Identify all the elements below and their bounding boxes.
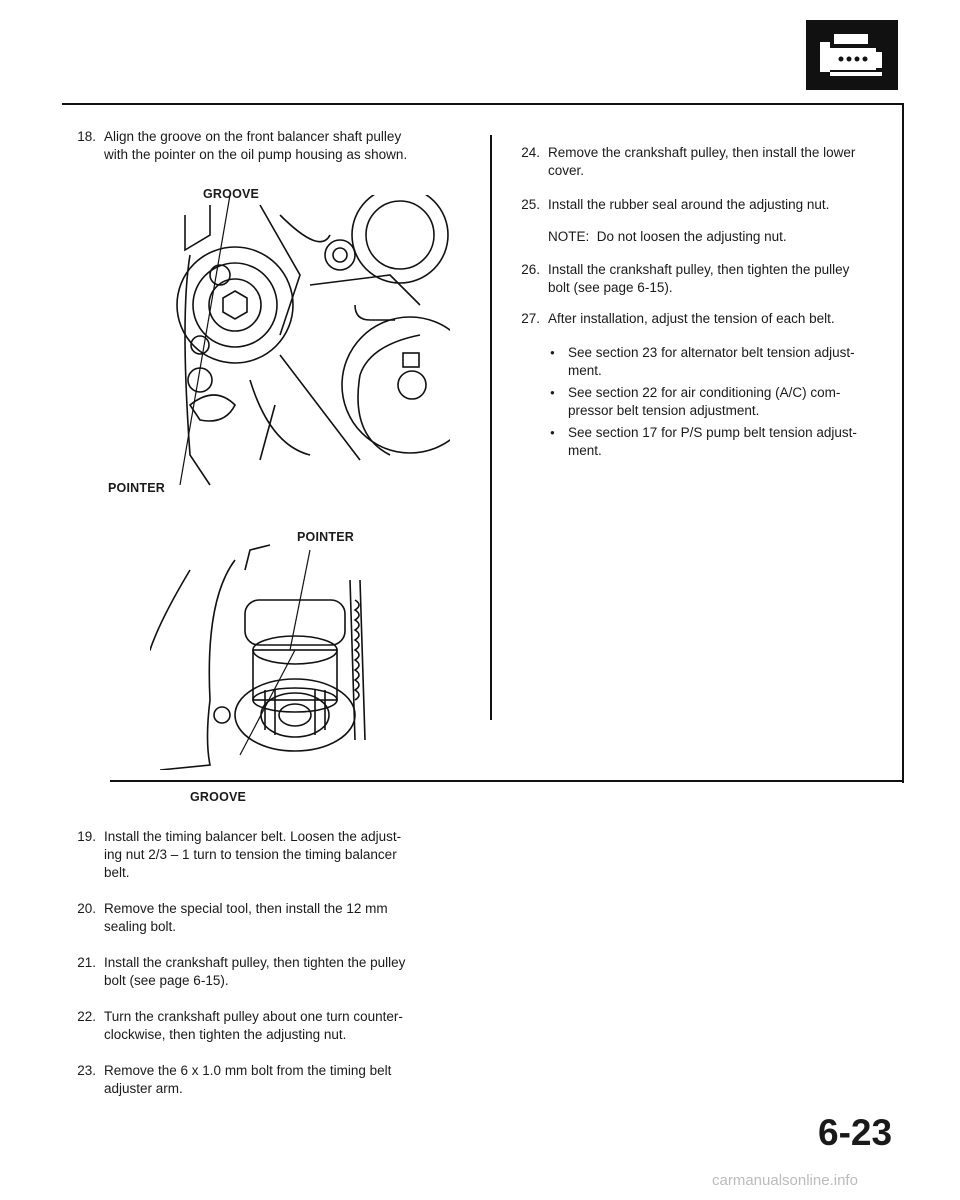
step-text xyxy=(104,128,407,164)
balancer-pulley-illustration xyxy=(160,195,450,495)
step-text xyxy=(548,144,855,180)
step-line: Install the timing balancer belt. Loosen the adjust- xyxy=(104,829,402,844)
step-line: Remove the special tool, then install the 12 mm xyxy=(104,901,388,916)
step-text xyxy=(104,1062,391,1098)
step-line: clockwise, then tighten the adjusting nut. xyxy=(104,1027,347,1042)
step-number: 25. xyxy=(521,197,540,212)
step-line: Align the groove on the front balancer shaft pulley xyxy=(104,129,402,144)
step-text xyxy=(548,261,849,297)
step-text xyxy=(548,196,829,214)
step-24 xyxy=(512,144,902,184)
step-line: Install the rubber seal around the adjusting nut. xyxy=(548,197,830,212)
engine-section-icon xyxy=(806,20,898,90)
step-23 xyxy=(68,1062,468,1102)
step-line: adjuster arm. xyxy=(104,1081,183,1096)
step-line: Turn the crankshaft pulley about one turn counter- xyxy=(104,1009,403,1024)
step-text xyxy=(104,954,405,990)
step-27 xyxy=(512,310,902,330)
step-text xyxy=(104,828,401,882)
step-line: with the pointer on the oil pump housing as shown. xyxy=(104,147,408,162)
step-text xyxy=(548,310,835,328)
column-divider xyxy=(490,135,492,720)
note: NOTE: Do not loosen the adjusting nut. xyxy=(548,229,787,244)
step-line: ing nut 2/3 – 1 turn to tension the timing balancer xyxy=(104,847,397,862)
step-number: 19. xyxy=(77,829,96,844)
groove-pointer-illustration xyxy=(150,540,410,770)
figure1-label-pointer: POINTER xyxy=(108,481,165,495)
step-line: Remove the crankshaft pulley, then install the lower xyxy=(548,145,856,160)
step-line: Remove the 6 x 1.0 mm bolt from the timing belt xyxy=(104,1063,392,1078)
bullet-line: ● See section 17 for P/S pump belt tension adjust- xyxy=(568,425,857,440)
bullet-item xyxy=(550,424,890,460)
bullet-line: pressor belt tension adjustment. xyxy=(568,403,760,418)
step-text xyxy=(104,900,388,936)
figure1-label-groove: GROOVE xyxy=(203,187,260,201)
engine-icon xyxy=(806,20,898,90)
belt-tension-bullets xyxy=(550,344,890,464)
step-26 xyxy=(512,261,902,301)
step-number: 23. xyxy=(77,1063,96,1078)
step-line: Install the crankshaft pulley, then tighten the pulley xyxy=(104,955,406,970)
step-18 xyxy=(68,128,468,168)
step-number: 27. xyxy=(521,311,540,326)
page-number: 6-23 xyxy=(818,1112,893,1153)
step-number: 18. xyxy=(77,129,96,144)
step-line: sealing bolt. xyxy=(104,919,177,934)
step-line: Install the crankshaft pulley, then tighten the pulley xyxy=(548,262,850,277)
step-19 xyxy=(68,828,468,884)
step-line: bolt (see page 6-15). xyxy=(548,280,673,295)
step-line: After installation, adjust the tension of each belt. xyxy=(548,311,835,326)
step-number: 26. xyxy=(521,262,540,277)
step-number: 20. xyxy=(77,901,96,916)
step-line: belt. xyxy=(104,865,130,880)
step-line: bolt (see page 6-15). xyxy=(104,973,229,988)
bullet-line: ● See section 22 for air conditioning (A/C) com- xyxy=(568,385,841,400)
step-number: 24. xyxy=(521,145,540,160)
step-21 xyxy=(68,954,468,994)
figure2-label-groove: GROOVE xyxy=(190,790,247,804)
header-rule xyxy=(62,103,904,105)
step-text xyxy=(104,1008,403,1044)
bullet-line: ment. xyxy=(568,443,602,458)
step-number: 21. xyxy=(77,955,96,970)
step-line: cover. xyxy=(548,163,585,178)
figure2-label-pointer: POINTER xyxy=(297,530,354,544)
bullet-line: ● See section 23 for alternator belt tension adjust- xyxy=(568,345,855,360)
step-number: 22. xyxy=(77,1009,96,1024)
footer-rule xyxy=(110,780,904,782)
step-22 xyxy=(68,1008,468,1048)
bullet-line: ment. xyxy=(568,363,602,378)
right-border xyxy=(902,103,904,783)
bullet-item xyxy=(550,384,890,420)
footer-watermark: carmanualsonline.info xyxy=(712,1172,858,1189)
bullet-item xyxy=(550,344,890,380)
step-20 xyxy=(68,900,468,940)
step-25 xyxy=(512,196,902,216)
